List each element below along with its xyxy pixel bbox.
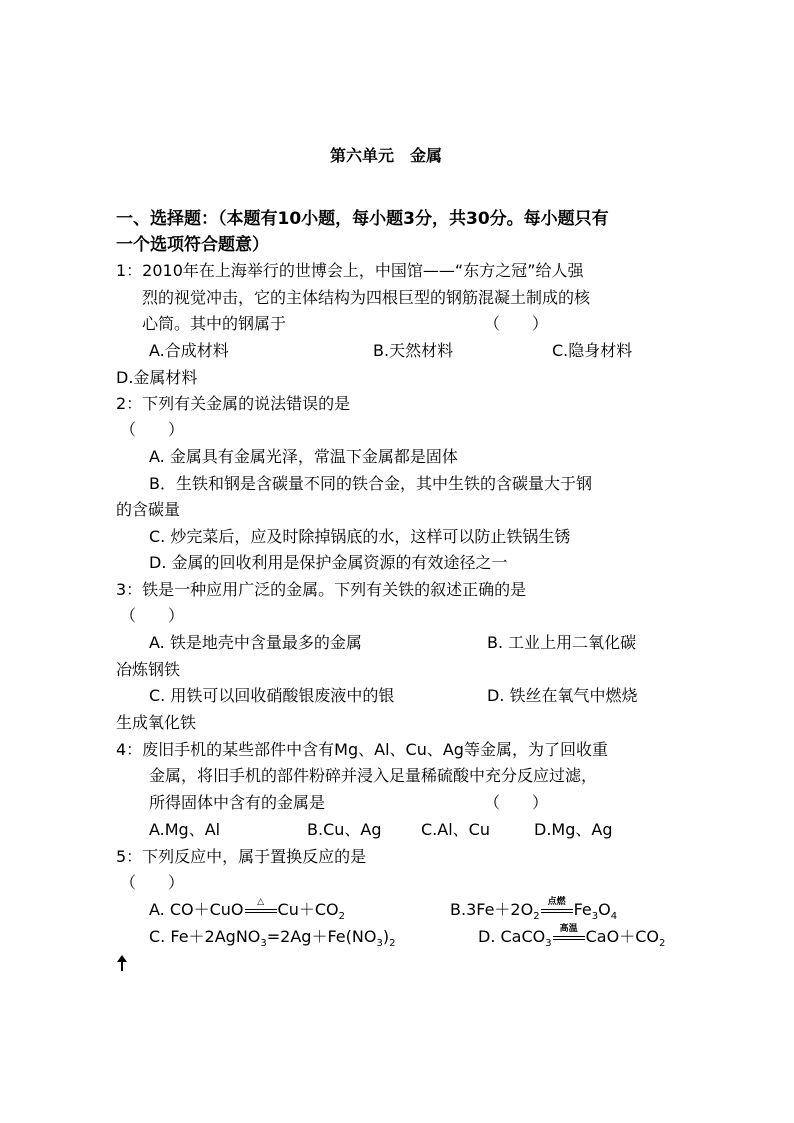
q5-option-c-sub2: 3 [376,938,383,950]
q5-option-b-product-fe: Fe [573,900,592,919]
q2-option-b-line1: B．生铁和钢是含碳量不同的铁合金，其中生铁的含碳量大于钢 [149,474,592,493]
q2-option-c: C. 炒完菜后，应及时除掉锅底的水，这样可以防止铁锅生锈 [149,527,571,546]
section-heading-line2: 一个选项符合题意） [116,235,269,255]
q1-option-b: B.天然材料 [373,341,454,360]
q5-option-c-sub1: 3 [260,938,267,950]
q3-option-c: C. 用铁可以回收硝酸银废液中的银 [149,686,395,705]
q5-option-c [149,927,396,950]
q1-option-c: C.隐身材料 [552,341,633,360]
q5-option-c-left: Fe＋2AgNO [170,927,261,946]
q5-option-b-reactants: B.3Fe＋2O [450,900,534,919]
q4-option-a: A.Mg、Al [149,820,221,839]
reaction-condition-sign [540,897,574,920]
q5-option-b-sub3: 4 [610,911,618,923]
q2-option-d: D. 金属的回收利用是保护金属资源的有效途径之一 [149,553,508,572]
q1-answer-bracket: （ ） [484,314,549,333]
q1-option-a: A.合成材料 [149,341,229,360]
q5-option-c-sub3: 2 [389,938,396,950]
q5-option-b-product-o: O [598,900,611,919]
q5-option-c-label: C. [149,927,166,946]
q5-option-a-label: A. [149,900,165,919]
q5-option-b-sub1: 2 [533,911,540,923]
q4-line2: 金属，将旧手机的部件粉碎并浸入足量稀硫酸中充分反应过滤， [149,766,598,785]
q1-line1: 1：2010年在上海举行的世博会上，中国馆——“东方之冠”给人强 [116,261,584,280]
q1-line2: 烈的视觉冲击，它的主体结构为四根巨型的钢筋混凝土制成的核 [142,288,591,307]
q5-option-d-products: CaO＋CO [585,927,659,946]
q3-option-b-line1: B. 工业上用二氧化碳 [487,633,637,652]
q2-option-b-line2: 的含碳量 [116,500,181,519]
q4-line1: 4：废旧手机的某些部件中含有Mg、Al、Cu、Ag等金属，为了回收重 [116,740,608,759]
q1-option-d: D.金属材料 [116,368,198,387]
q2-answer-bracket: （ ） [120,420,185,439]
q4-option-d: D.Mg、Ag [534,820,613,839]
section-heading-line1: 一、选择题：（本题有10小题，每小题3分，共30分。每小题只有 [116,209,609,229]
q5-option-d-condition: 高温 [559,924,578,934]
arrow-up-icon [116,954,128,972]
q5-option-d-reactant: CaCO [500,927,546,946]
q5-option-c-mid: =2Ag＋Fe(NO [266,927,377,946]
q5-option-c-end: ) [382,927,390,946]
q4-option-c: C.Al、Cu [421,820,490,839]
q5-stem: 5：下列反应中，属于置换反应的是 [116,847,367,866]
q5-option-a-products: Cu＋CO [277,900,339,919]
reaction-condition-sign [244,897,278,920]
q5-option-a-reactants: CO＋CuO [169,900,244,919]
q5-option-b-sub2: 3 [591,911,599,923]
q5-option-d-sub1: 3 [545,938,552,950]
q5-option-b [450,897,618,923]
q3-option-a: A. 铁是地壳中含量最多的金属 [149,633,362,652]
q5-option-b-condition: 点燃 [547,897,566,907]
q2-option-a: A. 金属具有金属光泽，常温下金属都是固体 [149,447,458,466]
q5-answer-bracket: （ ） [120,873,185,892]
q5-option-a [149,897,345,923]
q5-option-a-condition: △ [257,897,264,907]
q3-option-d-line1: D. 铁丝在氧气中燃烧 [487,686,638,705]
q4-line3: 所得固体中含有的金属是 [149,793,326,812]
q5-option-a-sub: 2 [338,911,345,923]
page-title: 第六单元 金属 [330,146,443,165]
q3-option-b-line2: 冶炼钢铁 [116,660,181,679]
q3-stem: 3：铁是一种应用广泛的金属。下列有关铁的叙述正确的是 [116,580,527,599]
reaction-condition-sign [552,924,586,947]
q2-stem: 2：下列有关金属的说法错误的是 [116,394,351,413]
q4-option-b: B.Cu、Ag [307,820,382,839]
q5-option-d-label: D. [478,927,496,946]
q5-option-d [478,924,666,950]
q4-answer-bracket: （ ） [484,793,549,812]
q5-option-d-sub2: 2 [658,938,666,950]
q3-answer-bracket: （ ） [120,606,185,625]
q1-line3: 心筒。其中的钢属于 [142,314,287,333]
q3-option-d-line2: 生成氧化铁 [116,713,197,732]
